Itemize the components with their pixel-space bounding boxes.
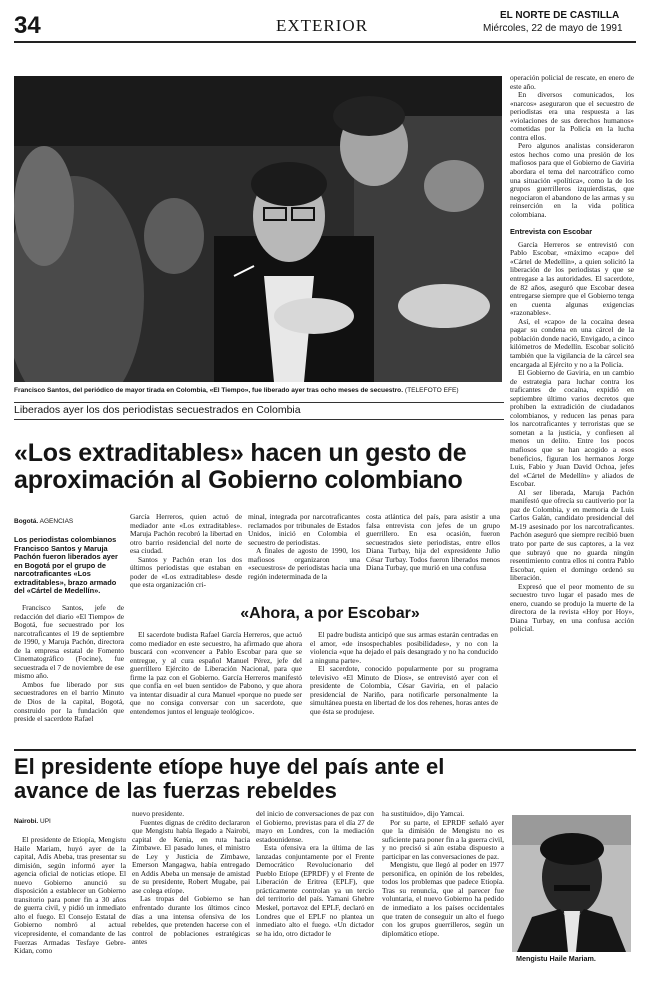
paragraph: Expresó que el peor momento de su secuestro tuvo lugar el pasado mes de enero, cuando se produjo la muerte de la directora de la revista «Hoy por Hoy», Diana Turbay, en una confusa acción policial. <box>510 581 634 634</box>
dateline-agency: AGENCIAS <box>39 518 74 525</box>
story2-dateline <box>14 818 124 826</box>
page-number: 34 <box>14 12 41 39</box>
story2-headline: El presidente etíope huye del país ante el avance de las fuerzas rebeldes <box>14 754 445 803</box>
story2-column-2 <box>132 810 250 947</box>
paragraph: Las tropas del Gobierno se han enfrentado durante los últimos cinco días a una intensa ofensiva de los rebeldes, que pretenden hacerse con el control de poblaciones estratégicas antes <box>132 894 250 947</box>
photo-caption-text: Francisco Santos, del periódico de mayor tirada en Colombia, «El Tiempo», fue liberado ayer tras ocho meses de secuestro. <box>14 387 404 394</box>
paragraph: El Gobierno de Gaviria, en un cambio de estrategia para luchar contra los traficantes de cocaína, expidió en septiembre último varios decretos que prohíben la extradición de ciudadanos colombianos, y reducen las penas para los narcotraficantes y terroristas que se sometan a la justicia, y confiesen al menos un delito. Entre los pocos mafiosos que se han acogido a esos beneficios, figuran los hermanos Jorge Luis, Fabio y Juan David Ochoa, jefes del «Cártel de Medellín» y aliados de Escobar. <box>510 368 634 489</box>
portrait-caption: Mengistu Haile Mariam. <box>516 954 596 963</box>
dateline-place: Bogotá. <box>14 518 39 525</box>
paragraph: Por su parte, el EPRDF señaló ayer que la dimisión de Mengistu no es suficiente para poner fin a la guerra civil, y no precisó si aún estaba dispuesto a participar en las conversaciones de paz. <box>382 817 504 861</box>
right-column <box>510 74 634 634</box>
kicker-bottom-rule <box>14 419 504 420</box>
paragraph: El padre budista anticipó que sus armas estarán centradas en el amor, «de insospechables posibilidades», y no con la violencia «que ha dejado el país desangrado y no ha conducido a ninguna parte». <box>310 630 498 665</box>
main-headline: «Los extraditables» hacen un gesto de aproximación al Gobierno colombiano <box>14 439 467 494</box>
portrait-illustration <box>512 815 631 952</box>
story1-column-4 <box>366 513 500 573</box>
paragraph: Pero algunos analistas consideraron estos hechos como una presión de los mafiosos para que el Gobierno de Gaviria abordara el tema del narcotráfico como una situación «política», como la de los grupos guerrilleros izquierdistas, que negociaron el abandono de las armas y su reinserción en la vida política colombiana. <box>510 141 634 219</box>
paragraph: Francisco Santos, jefe de redacción del diario «El Tiempo» de Bogotá, fue secuestrado por los narcotraficantes el 19 de septiembre de 1990, y Maruja Pachón, directora de la empresa estatal de Fomento Cinematográfico (Focine), fue secuestrada el 7 de noviembre de ese mismo año. <box>14 603 124 681</box>
newspaper-name: EL NORTE DE CASTILLA <box>500 10 620 21</box>
section-title: EXTERIOR <box>276 16 369 35</box>
news-photo <box>14 76 502 382</box>
story1-column-1 <box>14 604 124 724</box>
sidebar-headline: «Ahora, a por Escobar» <box>240 605 420 622</box>
story1-dateline <box>14 518 124 526</box>
paragraph: El sacerdote, conocido popularmente por su programa televisivo «El Minuto de Dios», se entrevistó ayer con el presidente de Colombia, César Gaviria, en el palacio presidencial de Nariño, para notificarle personalmente la simultánea puesta en libertad de los dos rehenes, horas antes de que ésta se produjese. <box>310 664 498 716</box>
story1-column-3 <box>248 513 360 581</box>
sidebar-column-2 <box>310 631 498 716</box>
sidebar-column-1 <box>130 631 302 716</box>
story-kicker: Liberados ayer los dos periodistas secuestrados en Colombia <box>14 404 301 416</box>
paragraph: del inicio de conversaciones de paz con el Gobierno, previstas para el día 27 de mayo en Londres, con la mediación estadounidense. <box>256 809 374 844</box>
paragraph: El presidente de Etiopía, Mengistu Haile Mariam, huyó ayer de la capital, Adís Abeba, tras presentar su dimisión, según informó ayer la agencia oficial de noticias etíope. El nuevo Gobierno anunció su disposición a establecer un Gobierno transitorio para poner fin a 30 años de guerra civil, y pidió un inmediato alto el fuego. El Consejo Estatal de Gobierno nombró al actual vicepresidente, el comandante de las Fuerzas Armadas Tesfaye Gebre-Kidan, como <box>14 835 126 956</box>
paragraph: Al ser liberada, Maruja Pachón manifestó que ofrecía su cautiverio por la paz de Colombia, y en memoria de Luis Carlos Galán, candidato presidencial del M-19 asesinado por los narcotraficantes. Pachón aseguró que siempre recibió buen trato por parte de sus captores, a la vez que subrayó que no guarda ningún resentimiento contra ellos ni contra Pablo Escobar, quien el domingo ordenó su liberación. <box>510 487 634 583</box>
paragraph: minal, integrada por narcotraficantes reclamados por tribunales de Estados Unidos, inició en Colombia el secuestro de periodistas. <box>248 512 360 547</box>
paragraph: Mengistu, que llegó al poder en 1977 personifica, en opinión de los rebeldes, todos los problemas que padece Etiopía. Tras su renuncia, que al parecer fue voluntaria, el nuevo Gobierno ha pedido de inmediato a los países occidentales que traten de conseguir un alto el fuego con los grupos guerrilleros, según un diplomático etíope. <box>382 860 504 938</box>
paragraph: García Herreros, quien actuó de mediador ante «Los extraditables». Maruja Pachón recobró la libertad en otro barrio residencial del norte de esa ciudad. <box>130 512 242 556</box>
paragraph: Esta ofensiva era la última de las lanzadas conjuntamente por el Frente Democrático Revolucionario del Pueblo Etíope (EPRDF) y el Frente de Liberación de Eritrea (EPLF), que prácticamente controlan ya un tercio del territorio del país. Yamani Ghebre Meskel, portavoz del EPLF, declaró en Londres que el EPLF no plantea un inmediato alto el fuego. «Un dictador se ha ido, otro dictador le <box>256 843 374 938</box>
paragraph: A finales de agosto de 1990, los mafiosos organizaron una «secuestros» de periodistas hacia una región indeterminada de la <box>248 546 360 581</box>
dateline-place: Nairobi. <box>14 818 39 825</box>
paragraph: operación policial de rescate, en enero de este año. <box>510 73 634 91</box>
paragraph: ha sustituido», dijo Yamcai. <box>382 809 465 818</box>
paragraph: Así, el «capo» de la cocaína desea pagar su condena en una cárcel de la población donde nació, Envigado, a cinco kilómetros de Medellín. Escobar solicitó también que la vigilancia de la cárcel sea encargada al Ejército y no a la Policía. <box>510 316 634 369</box>
story2-column-1 <box>14 836 126 956</box>
photo-caption <box>14 387 504 395</box>
story2-top-rule <box>14 749 636 751</box>
paragraph: El sacerdote budista Rafael García Herreros, que actuó como mediador en este secuestro, ha afirmado que ahora buscará con «convencer a Pablo Escobar para que se entregue, y al cura español Manuel Pérez, jefe del guerrillero Ejército de Liberación Nacional, para que firme la paz con el Gobierno. García Herreros manifestó que confía en «el buen sentido» de Pabono, y que ahora va intentar disuadir al cura Manuel «porque no puede ser que no consiga conversar con un sacerdote, que entendemos juntos el lenguaje teológico». <box>130 630 302 716</box>
story1-column-2 <box>130 513 242 590</box>
story2-column-3 <box>256 810 374 938</box>
paragraph: Ambos fue liberado por sus secuestradores en el barrio Minuto de Dios de la capital, Bogotá, construido por la fundación que preside el sacerdote Rafael <box>14 679 124 724</box>
paragraph: En diversos comunicados, los «narcos» aseguraron que el secuestro de periodistas era una respuesta a las «violaciones de sus derechos humanos» cometidas por la Policía en la lucha contra ellos. <box>510 90 634 142</box>
story2-column-4 <box>382 810 504 938</box>
photo-credit: (TELEFOTO EFE) <box>404 387 459 394</box>
crowd-photo-illustration <box>14 76 502 382</box>
kicker-top-rule <box>14 402 504 403</box>
paragraph: costa atlántica del país, para asistir a una falsa entrevista con jefes de un grupo guerrillero. En esa ocasión, fueron secuestrados siete periodistas, entre ellos Diana Turbay, hija del expresidente Julio César Turbay. Todos fueron liberados menos Diana Turbay, que murió en una confusa <box>366 512 500 573</box>
issue-date: Miércoles, 22 de mayo de 1991 <box>483 23 623 34</box>
paragraph: Fuentes dignas de crédito declararon que Mengistu había llegado a Nairobi, capital de Kenia, en ruta hacia Zimbawe. El pasado lunes, el ministro de Ley y Justicia de Zimbawe, Emerson Mangagwa, había entregado en Addis Abeba un mensaje de amistad de su presidente, Robert Mugabe, pai ase colega etíope. <box>132 817 250 895</box>
dateline-agency: UPI <box>40 818 51 825</box>
paragraph: García Herreros se entrevistó con Pablo Escobar, «máximo «capo» del «Cártel de Medellín», a quien solicitó la liberación de los periodistas y que se entregase a las autoridades. El sacerdote, de 82 años, aseguró que Escobar desea entregarse siempre que el Gobierno tenga en cuenta algunas exigencias «razonables». <box>510 239 634 318</box>
story1-lead: Los periodistas colombianos Francisco Santos y Maruja Pachón fueron liberados ayer en Bogotá por el grupo de narcotraficantes «Los extraditables», brazo armado del «Cártel de Medellín». <box>14 535 118 596</box>
subheading-escobar: Entrevista con Escobar <box>510 227 593 237</box>
masthead-rule <box>14 41 636 43</box>
mengistu-portrait <box>512 815 631 952</box>
paragraph: nuevo presidente. <box>132 809 185 818</box>
paragraph: Santos y Pachón eran los dos últimos periodistas que estaban en poder de «Los extraditables» desde que esta organización cri- <box>130 554 242 590</box>
